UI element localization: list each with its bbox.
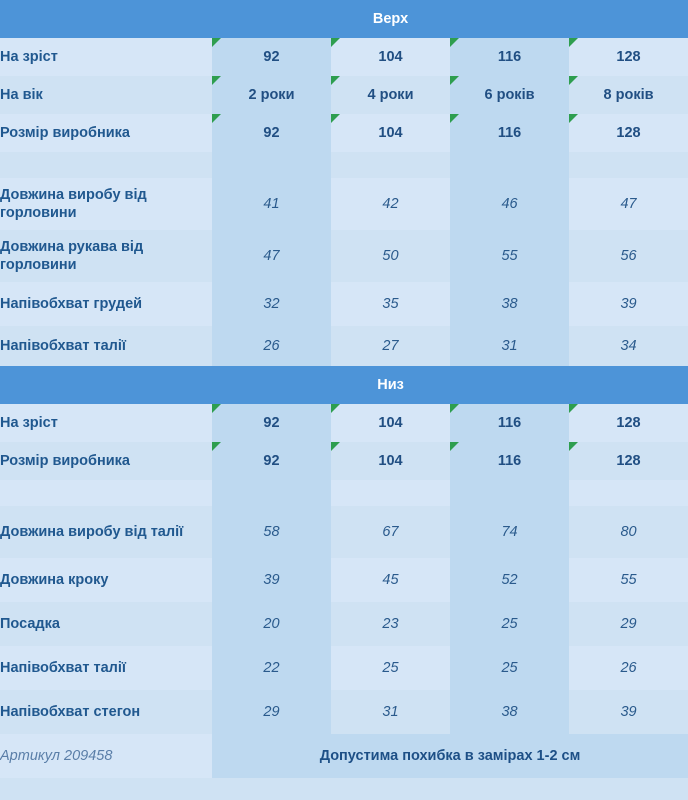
table-cell: 26	[212, 326, 331, 366]
table-row	[0, 76, 688, 114]
table-row	[0, 602, 688, 646]
table-cell	[212, 38, 331, 76]
section-header-row	[0, 366, 688, 404]
table-cell	[212, 442, 331, 480]
table-cell: 58	[212, 506, 331, 558]
table-row	[0, 690, 688, 734]
row-label: Довжина виробу від талії	[0, 523, 184, 540]
row-label: Розмір виробника	[0, 124, 130, 141]
row-label: Довжина кроку	[0, 571, 109, 588]
table-cell: 55	[450, 230, 569, 282]
table-cell	[569, 38, 688, 76]
table-cell	[450, 114, 569, 152]
section-header-spacer-right	[569, 366, 688, 404]
cell-value: 116	[497, 453, 522, 469]
table-cell: 47	[212, 230, 331, 282]
table-cell: 25	[382, 660, 399, 676]
table-cell	[331, 404, 450, 442]
cell-value: 2 роки	[248, 87, 295, 103]
table-cell: 39	[620, 704, 637, 720]
cell-value: 116	[497, 415, 522, 431]
table-cell	[450, 76, 569, 114]
spacer-cell	[0, 480, 212, 506]
row-label: Напівобхват стегон	[0, 703, 141, 720]
corner-marker-icon	[212, 76, 221, 85]
corner-marker-icon	[331, 76, 340, 85]
cell-value: 104	[378, 453, 403, 469]
row-label: На зріст	[0, 48, 58, 65]
table-cell	[212, 114, 331, 152]
table-cell: 31	[382, 704, 399, 720]
table-cell	[569, 76, 688, 114]
cell-value: 116	[497, 49, 522, 65]
table-row-spacer	[0, 480, 688, 506]
tolerance-note: Допустима похибка в замірах 1-2 см	[212, 734, 688, 778]
corner-marker-icon	[212, 404, 221, 413]
table-cell	[450, 38, 569, 76]
table-cell: 29	[620, 616, 637, 632]
spacer-cell	[331, 480, 450, 506]
section-header-row	[0, 0, 688, 38]
row-label: Розмір виробника	[0, 452, 130, 469]
corner-marker-icon	[450, 442, 459, 451]
table-cell	[331, 38, 450, 76]
row-label: Довжина рукава від горловини	[0, 238, 144, 273]
cell-value: 4 роки	[367, 87, 414, 103]
spacer-cell	[0, 152, 212, 178]
spacer-cell	[450, 480, 569, 506]
cell-value: 104	[378, 49, 403, 65]
corner-marker-icon	[450, 76, 459, 85]
table-cell: 23	[382, 616, 399, 632]
section-header-spacer-left	[0, 0, 212, 38]
table-cell	[331, 76, 450, 114]
table-cell: 55	[620, 572, 637, 588]
corner-marker-icon	[331, 404, 340, 413]
table-cell: 42	[382, 196, 399, 212]
table-cell	[331, 442, 450, 480]
table-row	[0, 38, 688, 76]
table-cell	[331, 114, 450, 152]
corner-marker-icon	[450, 38, 459, 47]
cell-value: 128	[616, 125, 641, 141]
table-cell: 45	[382, 572, 399, 588]
cell-value: 8 років	[603, 87, 654, 103]
section-title-bottom: Низ	[212, 366, 569, 404]
footer-row	[0, 734, 688, 778]
table-cell	[450, 442, 569, 480]
cell-value: 104	[378, 415, 403, 431]
table-cell	[569, 442, 688, 480]
table-row	[0, 404, 688, 442]
corner-marker-icon	[569, 76, 578, 85]
table-row	[0, 178, 688, 230]
cell-value: 128	[616, 453, 641, 469]
table-row	[0, 114, 688, 152]
table-cell: 67	[382, 524, 399, 540]
section-title-top: Верх	[212, 0, 569, 38]
table-row	[0, 442, 688, 480]
cell-value: 128	[616, 49, 641, 65]
table-cell: 20	[212, 602, 331, 646]
table-cell: 56	[620, 248, 637, 264]
table-cell: 35	[382, 296, 399, 312]
table-cell: 74	[450, 506, 569, 558]
table-cell: 39	[620, 296, 637, 312]
table-row	[0, 282, 688, 326]
spacer-cell	[569, 152, 688, 178]
spacer-cell	[331, 152, 450, 178]
table-row	[0, 558, 688, 602]
table-row-spacer	[0, 152, 688, 178]
cell-value: 104	[378, 125, 403, 141]
article-number: Артикул 209458	[0, 748, 113, 764]
table-cell: 80	[620, 524, 637, 540]
table-cell: 46	[450, 178, 569, 230]
corner-marker-icon	[569, 114, 578, 123]
spacer-cell	[212, 152, 331, 178]
table-cell: 39	[212, 558, 331, 602]
row-label: Довжина виробу від горловини	[0, 186, 147, 221]
corner-marker-icon	[569, 442, 578, 451]
table-cell: 47	[620, 196, 637, 212]
cell-value: 92	[263, 125, 280, 141]
table-cell	[212, 76, 331, 114]
cell-value: 92	[263, 49, 280, 65]
cell-value: 92	[263, 415, 280, 431]
corner-marker-icon	[450, 404, 459, 413]
section-header-spacer-right	[569, 0, 688, 38]
table-cell	[212, 404, 331, 442]
table-cell: 22	[212, 646, 331, 690]
corner-marker-icon	[450, 114, 459, 123]
table-row	[0, 230, 688, 282]
section-header-spacer-left	[0, 366, 212, 404]
table-cell: 25	[450, 646, 569, 690]
table-cell: 29	[212, 690, 331, 734]
row-label: Напівобхват талії	[0, 659, 126, 676]
table-cell	[569, 114, 688, 152]
corner-marker-icon	[569, 38, 578, 47]
table-cell	[569, 404, 688, 442]
table-row	[0, 506, 688, 558]
corner-marker-icon	[331, 114, 340, 123]
row-label: Напівобхват талії	[0, 337, 126, 354]
table-cell: 26	[620, 660, 637, 676]
table-cell: 25	[450, 602, 569, 646]
table-cell: 27	[382, 338, 399, 354]
corner-marker-icon	[331, 38, 340, 47]
table-cell: 52	[450, 558, 569, 602]
table-cell: 38	[450, 282, 569, 326]
cell-value: 92	[263, 453, 280, 469]
corner-marker-icon	[331, 442, 340, 451]
corner-marker-icon	[212, 114, 221, 123]
table-row	[0, 326, 688, 366]
corner-marker-icon	[212, 38, 221, 47]
table-cell: 31	[450, 326, 569, 366]
row-label: На зріст	[0, 414, 58, 431]
corner-marker-icon	[569, 404, 578, 413]
cell-value: 128	[616, 415, 641, 431]
corner-marker-icon	[212, 442, 221, 451]
table-cell	[450, 404, 569, 442]
row-label: Напівобхват грудей	[0, 295, 143, 312]
table-cell: 38	[450, 690, 569, 734]
spacer-cell	[450, 152, 569, 178]
spacer-cell	[569, 480, 688, 506]
table-cell: 50	[382, 248, 399, 264]
table-cell: 41	[212, 178, 331, 230]
table-row	[0, 646, 688, 690]
row-label: Посадка	[0, 615, 60, 632]
table-cell: 34	[620, 338, 637, 354]
row-label: На вік	[0, 86, 43, 103]
table-cell: 32	[212, 282, 331, 326]
cell-value: 116	[497, 125, 522, 141]
spacer-cell	[212, 480, 331, 506]
cell-value: 6 років	[484, 87, 535, 103]
